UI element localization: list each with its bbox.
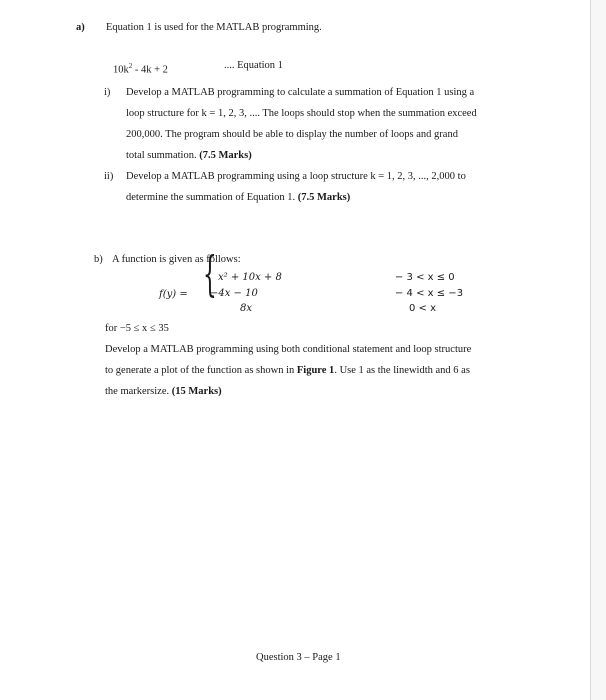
part-b-marks: (15 Marks) — [171, 386, 222, 397]
item-i-last-line: total summation. — [126, 150, 197, 161]
case-2-condition: − 4 < x ≤ −3 — [395, 288, 464, 299]
part-b-line-3-text: the markersize. — [105, 386, 170, 397]
case-1-expr: x² + 10x + 8 — [218, 272, 282, 283]
item-i-line-3: 200,000. The program should be able to display the number of loops and grand — [126, 129, 458, 140]
item-ii-line-2 — [126, 191, 350, 205]
item-i-line-1: Develop a MATLAB programming to calculate a summation of Equation 1 using a — [126, 87, 475, 98]
piecewise-brace: { — [203, 246, 217, 302]
function-lhs: f(y) = — [159, 289, 188, 300]
part-b-line-3 — [105, 385, 222, 399]
case-3-condition: 0 < x — [409, 303, 437, 314]
part-b-label: b) — [94, 254, 103, 265]
item-i-line-2: loop structure for k = 1, 2, 3, .... The loops should stop when the summation exceed — [126, 108, 477, 119]
case-2-expr: −4x − 10 — [210, 288, 258, 299]
domain-text: for −5 ≤ x ≤ 35 — [105, 323, 169, 334]
part-a-label: a) — [76, 22, 85, 33]
equation-rest: - 4k + 2 — [132, 64, 168, 76]
part-b-intro: A function is given as follows: — [112, 254, 241, 265]
item-i-marks: (7.5 Marks) — [199, 150, 252, 161]
item-ii-text: determine the summation of Equation 1. — [126, 192, 296, 203]
equation-power: 2 — [128, 62, 133, 70]
part-b-line-2-pre: to generate a plot of the function as shown in — [105, 365, 295, 376]
item-i-line-4 — [126, 149, 252, 163]
item-i-marker: i) — [104, 87, 111, 98]
figure-reference: Figure 1 — [296, 365, 335, 376]
item-ii-marker: ii) — [104, 171, 114, 182]
part-a-intro: Equation 1 is used for the MATLAB programming. — [106, 22, 322, 33]
equation-1 — [113, 59, 168, 78]
part-b-line-2 — [105, 364, 470, 378]
equation-base: 10k — [113, 64, 129, 76]
item-ii-marks: (7.5 Marks) — [297, 192, 351, 203]
part-b-line-2-post: . Use 1 as the linewidth and 6 as — [334, 365, 470, 376]
equation-label: .... Equation 1 — [224, 60, 283, 71]
page-footer: Question 3 – Page 1 — [256, 652, 341, 663]
case-1-condition: − 3 < x ≤ 0 — [395, 272, 455, 283]
case-3-expr: 8x — [240, 303, 253, 314]
item-ii-line-1: Develop a MATLAB programming using a loop structure k = 1, 2, 3, ..., 2,000 to — [126, 171, 466, 182]
part-b-line-1: Develop a MATLAB programming using both conditional statement and loop structure — [105, 344, 472, 355]
